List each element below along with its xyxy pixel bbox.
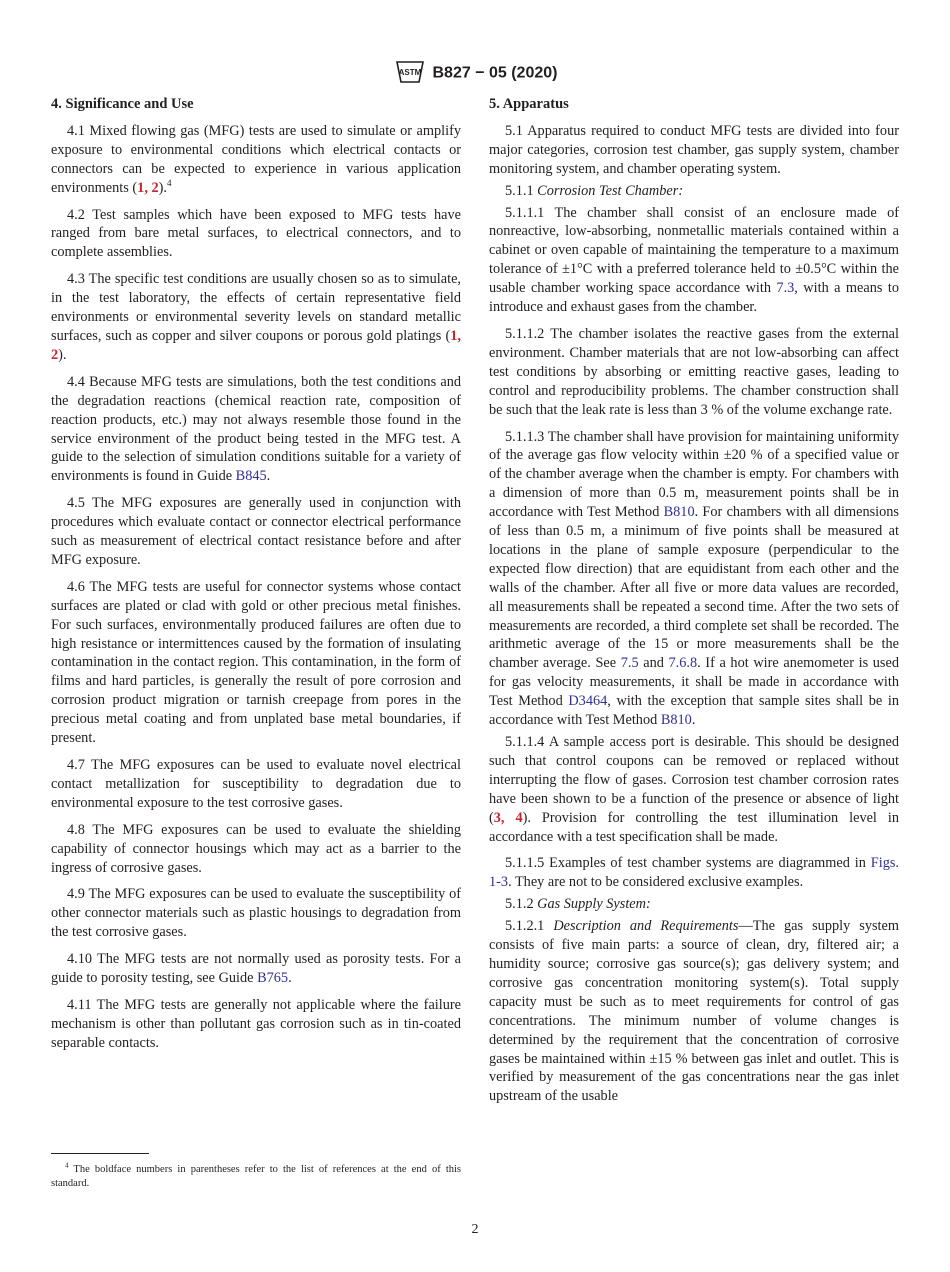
para-5-1-1-1: 5.1.1.1 The chamber shall consist of an enclosure made of nonreactive, low-absorbing, nonmetallic materials contained within a cabinet or oven capable of maintaining the temperature to a maximum tolerance of ±1°C with a preferred tolerance held to ±0.5°C within the usable chamber working space accordance with 7.3, with a means to introduce and exhaust gases from the chamber. — [489, 204, 899, 316]
para-4-1: 4.1 Mixed flowing gas (MFG) tests are used to simulate or amplify exposure to environmental conditions which electrical contacts or connectors can be expected to experience in various application environments (1, 2).$^4$ — [51, 122, 461, 196]
para-5-1-1-3: 5.1.1.3 The chamber shall have provision for maintaining uniformity of the average gas flow velocity within ±20 % of a specified value or of the chamber average when the chamber is empty. For chambers with a dimension of more than 0.5 m, measurement points shall be in accordance with Test Method B810. For chambers with all dimensions of less than 0.5 m, a minimum of five points shall be measured at locations in the plane of sample exposure (perpendicular to the expected flow direction) that are equidistant from each other and the walls of the chamber. After all five or more data values are recorded, all measurements shall be repeated a second time. After the two sets of measurements are recorded, a third complete set shall be recorded. The arithmetic average of the 15 or more measurements shall be the chamber average. See 7.5 and 7.6.8. If a hot wire anemometer is used for gas velocity measurements, it shall be made in accordance with Test Method D3464, with the exception that sample sites shall be in accordance with Test Method B810. — [489, 428, 899, 729]
para-4-2: 4.2 Test samples which have been exposed to MFG tests have ranged from bare metal surfaces, to electrical connectors, and to complete assemblies. — [51, 206, 461, 261]
guide-b845-link[interactable]: B845 — [235, 468, 267, 485]
para-4-7: 4.7 The MFG exposures can be used to evaluate novel electrical contact metallization for susceptibility to degradation due to environmental exposure to the test corrosive gases. — [51, 757, 461, 811]
para-4-4: 4.4 Because MFG tests are simulations, both the test conditions and the degradation reactions (chemical reaction rate, composition of reaction products, etc.) may not always resemble those found in the service environment of the product being tested in the MFG test. A guide to the selection of simulation conditions suitable for a variety of environments is found in Guide B845. — [51, 373, 461, 485]
para-5-1-2-1: 5.1.2.1 Description and Requirements—The gas supply system consists of five main parts: a source of clean, dry, filtered air; a humidity source; corrosive gas source(s); gas delivery system; and corrosive gas concentration monitoring system(s). Total supply capacity must be such as to meet requirements for control of gas concentrations. The minimum number of volume changes is determined by the requirement that the concentration of corrosive gases be maintained within ±15 % between gas inlet and outlet. This is verified by measurement of the gas concentrations near the gas inlet upstream of the usable — [489, 918, 900, 1105]
section-5-heading: 5. Apparatus — [489, 96, 569, 112]
para-5-1-1-5: 5.1.1.5 Examples of test chamber systems are diagrammed in Figs. 1-3. They are not to be considered exclusive examples. — [489, 855, 899, 891]
figures-link[interactable]: Figs. 1-3 — [489, 855, 899, 891]
astm-logo-icon — [393, 58, 427, 89]
test-method-d3464-link[interactable]: D3464 — [568, 693, 608, 710]
section-4-heading: 4. Significance and Use — [51, 96, 194, 112]
para-5-1-1-2: 5.1.1.2 The chamber isolates the reactive gases from the external environment. Chamber materials that are not low-absorbing can affect test conditions by absorbing or emitting reactive gases, leading to control and reproducibility problems. The chamber construction shall be such that the leak rate is less than 3 % of the volume exchange rate. — [489, 325, 899, 418]
page-header — [0, 58, 950, 89]
guide-b765-link[interactable]: B765 — [257, 970, 289, 987]
para-5-1: 5.1 Apparatus required to conduct MFG tests are divided into four major categories, corrosion test chamber, gas supply system, chamber monitoring system, and chamber operating system. — [489, 122, 899, 177]
para-4-10: 4.10 The MFG tests are not normally used as porosity tests. For a guide to porosity testing, see Guide B765. — [51, 951, 461, 987]
section-7-6-8-link[interactable]: 7.6.8 — [668, 655, 698, 672]
left-column — [51, 95, 461, 1061]
para-4-6: 4.6 The MFG tests are useful for connector systems whose contact surfaces are plated or clad with gold or other precious metal finishes. For such surfaces, environmentally produced failures are often due to high resistance or intermittences caused by the formation of insulating contamination in the contact region. This contamination, in the form of films and hard particles, is generally the result of pore corrosion and corrosion product migration or tarnish creepage from pores in the precious metal coating and from unplated base metal boundaries, if present. — [51, 578, 461, 747]
para-4-3: 4.3 The specific test conditions are usually chosen so as to simulate, in the test laboratory, the effects of certain representative field environments or environmental severity levels on standard metallic surfaces, such as copper and silver coupons or porous gold platings (1, 2). — [51, 271, 461, 363]
section-7-3-link[interactable]: 7.3 — [776, 280, 795, 297]
page-number: 2 — [471, 1222, 479, 1237]
footnote-marker[interactable]: 4 — [166, 177, 172, 188]
para-4-11: 4.11 The MFG tests are generally not applicable where the failure mechanism is other than pollutant gas corrosion such as in tin-coated separable contacts. — [51, 996, 461, 1051]
para-5-1-1-4: 5.1.1.4 A sample access port is desirable. This should be designed such that control coupons can be removed or replaced without interrupting the flow of gases. Corrosion test chamber corrosion rates have been shown to be a function of the presence or absence of light (3, 4). Provision for controlling the test illumination level in accordance with a test specification shall be made. — [489, 734, 899, 845]
test-method-b810-link[interactable]: B810 — [663, 504, 695, 521]
footnote-divider — [51, 1153, 149, 1154]
section-7-5-link[interactable]: 7.5 — [620, 655, 639, 672]
para-4-5: 4.5 The MFG exposures are generally used in conjunction with procedures which evaluate contact or connector electrical performance such as measurement of electrical contact resistance before and after MFG exposure. — [51, 495, 461, 568]
reference-link[interactable]: 3, 4 — [493, 809, 523, 826]
standard-code: B827 − 05 (2020) — [432, 64, 558, 82]
footnote: $^4$ The boldface numbers in parentheses refer to the list of references at the end of this standard. — [51, 1161, 461, 1189]
right-column — [489, 95, 899, 1114]
para-4-9: 4.9 The MFG exposures can be used to evaluate the susceptibility of other connector materials such as plastic housings to degradation from the test corrosive gases. — [51, 886, 461, 941]
para-5-1-1: 5.1.1 Corrosion Test Chamber: — [505, 182, 684, 199]
svg-text:ASTM: ASTM — [398, 68, 421, 77]
para-4-8: 4.8 The MFG exposures can be used to evaluate the shielding capability of connector housings which may act as a barrier to the ingress of corrosive gases. — [51, 821, 461, 876]
reference-link[interactable]: 1, 2 — [137, 179, 159, 196]
reference-link[interactable]: 1, 2 — [51, 327, 461, 363]
test-method-b810-link[interactable]: B810 — [660, 712, 692, 729]
para-5-1-2: 5.1.2 Gas Supply System: — [505, 896, 651, 913]
